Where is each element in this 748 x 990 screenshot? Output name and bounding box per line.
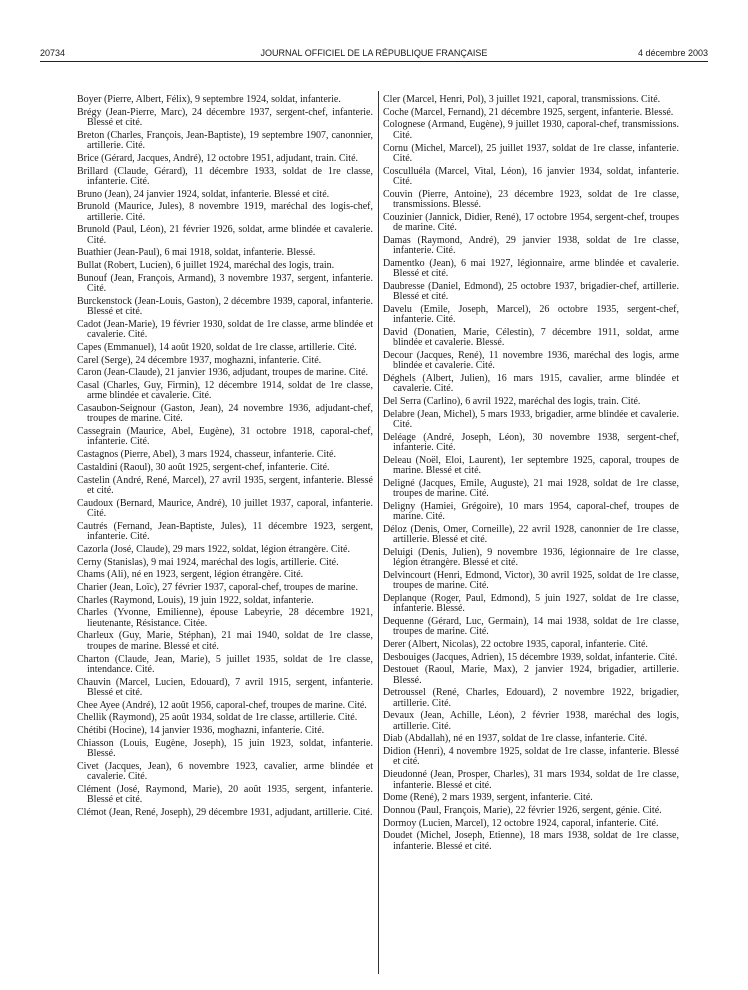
list-item: Detroussel (René, Charles, Edouard), 2 novembre 1922, brigadier, artillerie. Cité. bbox=[383, 687, 679, 709]
list-item: Deleau (Noël, Eloi, Laurent), 1er septembre 1925, caporal, troupes de marine. Blessé et cité. bbox=[383, 454, 679, 476]
list-item: Civet (Jacques, Jean), 6 novembre 1923, cavalier, arme blindée et cavalerie. Cité. bbox=[77, 760, 373, 783]
list-item: David (Donatien, Marie, Célestin), 7 décembre 1911, soldat, arme blindée et cavalerie. Blessé. bbox=[383, 326, 679, 349]
list-item: Doudet (Michel, Joseph, Etienne), 18 mars 1938, soldat de 1re classe, infanterie. Blessé et cité. bbox=[383, 830, 679, 852]
list-item: Deligné (Jacques, Emile, Auguste), 21 mai 1928, soldat de 1re classe, troupes de marine. Cité. bbox=[383, 477, 679, 499]
list-item: Cazorla (José, Claude), 29 mars 1922, soldat, légion étrangère. Cité. bbox=[77, 543, 350, 555]
list-item: Cosculluéla (Marcel, Vital, Léon), 16 janvier 1934, soldat, infanterie. Cité. bbox=[383, 165, 679, 187]
list-item: Derer (Albert, Nicolas), 22 octobre 1935, caporal, infanterie. Cité. bbox=[383, 638, 648, 650]
list-item: Delabre (Jean, Michel), 5 mars 1933, brigadier, arme blindée et cavalerie. Cité. bbox=[383, 408, 679, 430]
header-rule bbox=[40, 61, 708, 62]
list-item: Cornu (Michel, Marcel), 25 juillet 1937, soldat de 1re classe, infanterie. Cité. bbox=[383, 142, 679, 164]
list-item: Charier (Jean, Loïc), 27 février 1937, caporal-chef, troupes de marine. bbox=[77, 581, 358, 593]
list-item: Castagnos (Pierre, Abel), 3 mars 1924, chasseur, infanterie. Cité. bbox=[77, 449, 336, 461]
column-divider bbox=[378, 91, 379, 974]
list-item: Delvincourt (Henri, Edmond, Victor), 30 avril 1925, soldat de 1re classe, troupes de marine. Cité. bbox=[383, 569, 679, 592]
list-item: Castelin (André, René, Marcel), 27 avril 1935, sergent, infanterie. Blessé et cité. bbox=[77, 474, 373, 496]
list-item: Del Serra (Carlino), 6 avril 1922, maréchal des logis, train. Cité. bbox=[383, 395, 641, 407]
list-item: Desbouiges (Jacques, Adrien), 15 décembre 1939, soldat, infanterie. Cité. bbox=[383, 651, 678, 663]
list-item: Boyer (Pierre, Albert, Félix), 9 septembre 1924, soldat, infanterie. bbox=[77, 94, 341, 105]
list-item: Deligny (Hamiei, Grégoire), 10 mars 1954, caporal-chef, troupes de marine. Cité. bbox=[383, 500, 679, 522]
left-column bbox=[77, 95, 373, 821]
list-item: Charleux (Guy, Marie, Stéphan), 21 mai 1940, soldat de 1re classe, troupes de marine. Blessé et cité. bbox=[77, 630, 373, 652]
list-item: Bunouf (Jean, François, Armand), 3 novembre 1937, sergent, infanterie. Cité. bbox=[77, 272, 373, 295]
list-item: Charles (Yvonne, Emilienne), épouse Labeyrie, 28 décembre 1921, lieutenante, Résistance. Citée. bbox=[77, 607, 373, 629]
list-item: Castaldini (Raoul), 30 août 1925, sergent-chef, infanterie. Cité. bbox=[77, 461, 330, 473]
list-item: Chiasson (Louis, Eugène, Joseph), 15 juin 1923, soldat, infanterie. Blessé. bbox=[77, 737, 373, 760]
page-header bbox=[40, 44, 708, 58]
list-item: Bruno (Jean), 24 janvier 1924, soldat, infanterie. Blessé et cité. bbox=[77, 188, 330, 200]
list-item: Brégy (Jean-Pierre, Marc), 24 décembre 1937, sergent-chef, infanterie. Blessé et cité. bbox=[77, 106, 373, 129]
list-item: Charton (Claude, Jean, Marie), 5 juillet 1935, soldat de 1re classe, intendance. Cité. bbox=[77, 653, 373, 675]
list-item: Colognese (Armand, Eugène), 9 juillet 1930, caporal-chef, transmissions. Cité. bbox=[383, 119, 679, 141]
list-item: Casal (Charles, Guy, Firmin), 12 décembre 1914, soldat de 1re classe, arme blindée et cavalerie. Cité. bbox=[77, 380, 373, 402]
list-item: Chams (Ali), né en 1923, sergent, légion étrangère. Cité. bbox=[77, 569, 304, 581]
list-item: Deluigi (Denis, Julien), 9 novembre 1936, légionnaire de 1re classe, légion étrangère. Blessé et cité. bbox=[383, 546, 679, 569]
list-item: Charles (Raymond, Louis), 19 juin 1922, soldat, infanterie. bbox=[77, 594, 314, 606]
list-item: Cadot (Jean-Marie), 19 février 1930, soldat de 1re classe, arme blindée et cavalerie. Cité. bbox=[77, 318, 373, 341]
list-item: Cassegrain (Maurice, Abel, Eugène), 31 octobre 1918, caporal-chef, infanterie. Cité. bbox=[77, 426, 373, 448]
list-item: Chauvin (Marcel, Lucien, Edouard), 7 avril 1915, sergent, infanterie. Blessé et cité. bbox=[77, 676, 373, 698]
list-item: Carel (Serge), 24 décembre 1937, moghazni, infanterie. Cité. bbox=[77, 354, 322, 366]
list-item: Cautrés (Fernand, Jean-Baptiste, Jules), 11 décembre 1923, sergent, infanterie. Cité. bbox=[77, 520, 373, 543]
list-item: Chee Ayee (André), 12 août 1956, caporal-chef, troupes de marine. Cité. bbox=[77, 699, 367, 711]
list-item: Cler (Marcel, Henri, Pol), 3 juillet 1921, caporal, transmissions. Cité. bbox=[383, 94, 661, 105]
list-item: Damentko (Jean), 6 mai 1927, légionnaire, arme blindée et cavalerie. Blessé et cité. bbox=[383, 257, 679, 279]
list-item: Dome (René), 2 mars 1939, sergent, infanterie. Cité. bbox=[383, 792, 593, 804]
issue-date: 4 décembre 2003 bbox=[637, 48, 708, 58]
list-item: Daubresse (Daniel, Edmond), 25 octobre 1937, brigadier-chef, artillerie. Blessé et cité. bbox=[383, 280, 679, 302]
list-item: Clément (José, Raymond, Marie), 20 août 1935, sergent, infanterie. Blessé et cité. bbox=[77, 783, 373, 806]
right-column bbox=[383, 95, 679, 854]
list-item: Devaux (Jean, Achille, Léon), 2 février 1938, maréchal des logis, artillerie. Cité. bbox=[383, 710, 679, 732]
list-item: Diab (Abdallah), né en 1937, soldat de 1re classe, infanterie. Cité. bbox=[383, 733, 648, 745]
list-item: Damas (Raymond, André), 29 janvier 1938, soldat de 1re classe, infanterie. Cité. bbox=[383, 234, 679, 256]
list-item: Burckenstock (Jean-Louis, Gaston), 2 décembre 1939, caporal, infanterie. Blessé et cité. bbox=[77, 295, 373, 318]
list-item: Bullat (Robert, Lucien), 6 juillet 1924, maréchal des logis, train. bbox=[77, 260, 335, 272]
list-item: Deléage (André, Joseph, Léon), 30 novembre 1938, sergent-chef, infanterie. Cité. bbox=[383, 431, 679, 453]
list-item: Breton (Charles, François, Jean-Baptiste), 19 septembre 1907, canonnier, artillerie. Cité. bbox=[77, 129, 373, 152]
list-item: Clémot (Jean, René, Joseph), 29 décembre 1931, adjudant, artillerie. Cité. bbox=[77, 806, 373, 818]
page-number: 20734 bbox=[40, 48, 66, 58]
list-item: Buathier (Jean-Paul), 6 mai 1918, soldat, infanterie. Blessé. bbox=[77, 247, 316, 259]
list-item: Capes (Emmanuel), 14 août 1920, soldat de 1re classe, artillerie. Cité. bbox=[77, 341, 357, 353]
list-item: Deplanque (Roger, Paul, Edmond), 5 juin 1927, soldat de 1re classe, infanterie. Blessé. bbox=[383, 592, 679, 615]
list-item: Brice (Gérard, Jacques, André), 12 octobre 1951, adjudant, train. Cité. bbox=[77, 152, 359, 164]
list-item: Dormoy (Lucien, Marcel), 12 octobre 1924, caporal, infanterie. Cité. bbox=[383, 817, 659, 829]
list-item: Chellik (Raymond), 25 août 1934, soldat de 1re classe, artillerie. Cité. bbox=[77, 712, 358, 724]
list-item: Déloz (Denis, Omer, Corneille), 22 avril 1928, canonnier de 1re classe, artillerie. Blessé et cité. bbox=[383, 523, 679, 546]
list-item: Déghels (Albert, Julien), 16 mars 1915, cavalier, arme blindée et cavalerie. Cité. bbox=[383, 372, 679, 395]
list-item: Couzinier (Jannick, Didier, René), 17 octobre 1954, sergent-chef, troupes de marine. Cité. bbox=[383, 211, 679, 233]
list-item: Brillard (Claude, Gérard), 11 décembre 1933, soldat de 1re classe, infanterie. Cité. bbox=[77, 165, 373, 187]
list-item: Caudoux (Bernard, Maurice, André), 10 juillet 1937, caporal, infanterie. Cité. bbox=[77, 497, 373, 520]
list-item: Dequenne (Gérard, Luc, Germain), 14 mai 1938, soldat de 1re classe, troupes de marine. Cité. bbox=[383, 615, 679, 638]
list-item: Couvin (Pierre, Antoine), 23 décembre 1923, soldat de 1re classe, transmissions. Blessé. bbox=[383, 188, 679, 210]
list-item: Cerny (Stanislas), 9 mai 1924, maréchal des logis, artillerie. Cité. bbox=[77, 556, 339, 568]
list-item: Davelu (Emile, Joseph, Marcel), 26 octobre 1935, sergent-chef, infanterie. Cité. bbox=[383, 303, 679, 326]
list-item: Coche (Marcel, Fernand), 21 décembre 1925, sergent, infanterie. Blessé. bbox=[383, 106, 674, 118]
list-item: Decour (Jacques, René), 11 novembre 1936, maréchal des logis, arme blindée et cavalerie. Cité. bbox=[383, 349, 679, 372]
list-item: Caron (Jean-Claude), 21 janvier 1936, adjudant, troupes de marine. Cité. bbox=[77, 367, 369, 379]
list-item: Chétibi (Hocine), 14 janvier 1936, moghazni, infanterie. Cité. bbox=[77, 725, 325, 737]
list-item: Casaubon-Seignour (Gaston, Jean), 24 novembre 1936, adjudant-chef, troupes de marine. Cité. bbox=[77, 403, 373, 425]
two-column-body bbox=[77, 95, 707, 984]
list-item: Didion (Henri), 4 novembre 1925, soldat de 1re classe, infanterie. Blessé et cité. bbox=[383, 746, 679, 768]
list-item: Donnou (Paul, François, Marie), 22 février 1926, sergent, génie. Cité. bbox=[383, 804, 662, 816]
journal-title: JOURNAL OFFICIEL DE LA RÉPUBLIQUE FRANÇAISE bbox=[260, 48, 488, 58]
list-item: Dieudonné (Jean, Prosper, Charles), 31 mars 1934, soldat de 1re classe, infanterie. Blessé et cité. bbox=[383, 769, 679, 791]
list-item: Destouet (Raoul, Marie, Max), 2 janvier 1924, brigadier, artillerie. Blessé. bbox=[383, 664, 679, 686]
list-item: Brunold (Maurice, Jules), 8 novembre 1919, maréchal des logis-chef, artillerie. Cité. bbox=[77, 201, 373, 223]
list-item: Brunold (Paul, Léon), 21 février 1926, soldat, arme blindée et cavalerie. Cité. bbox=[77, 224, 373, 246]
